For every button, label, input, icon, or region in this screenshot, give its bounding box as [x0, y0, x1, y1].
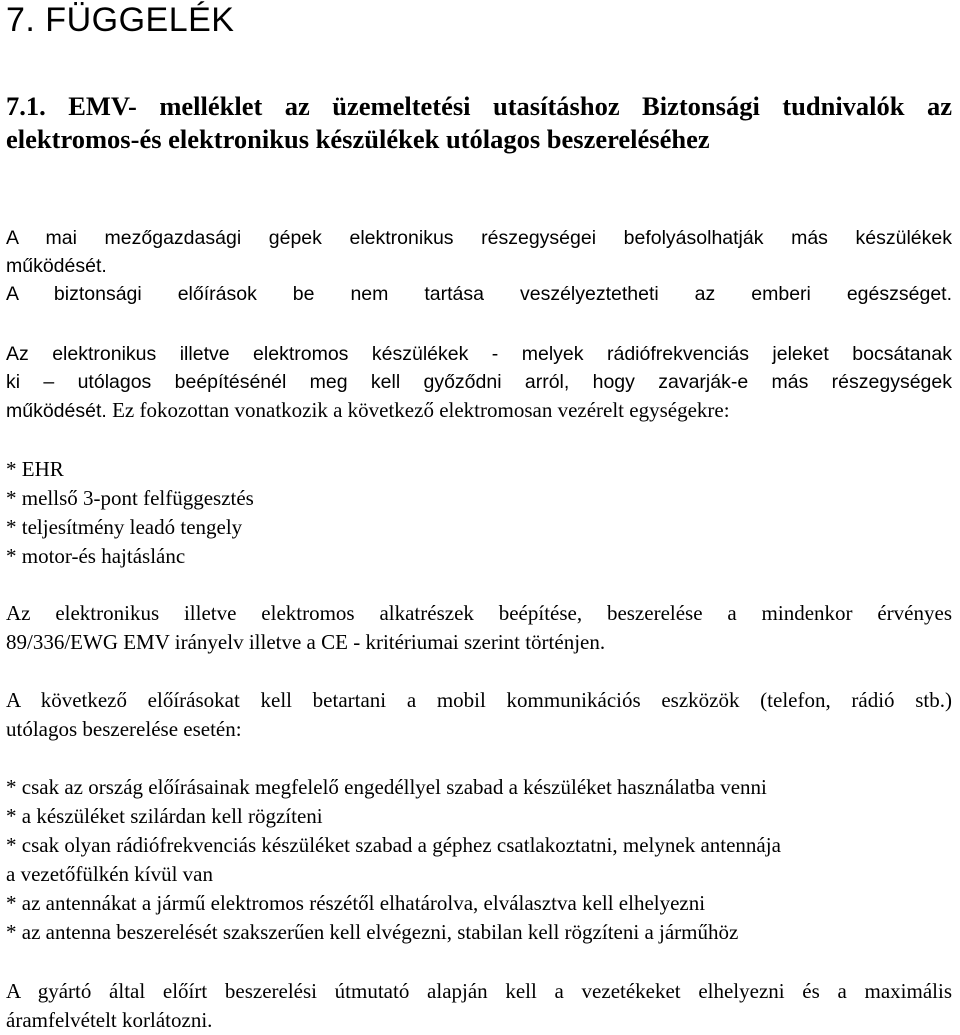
mobile-installation-rules-list	[6, 773, 952, 947]
para4-line-2: áramfelvételt korlátozni.	[6, 1008, 213, 1032]
para1-line-2: ki – utólagos beépítésénél meg kell győződni arról, hogy zavarják-e más részegységek	[6, 371, 952, 393]
list-item: * motor-és hajtáslánc	[6, 544, 186, 568]
section-heading: 7.1. EMV- melléklet az üzemeltetési utasításhoz Biztonsági tudnivalók az elektromos-és elektronikus készülékek utólagos beszereléséhez	[6, 91, 952, 154]
para2-line-2: 89/336/EWG EMV irányelv illetve a CE - kritériumai szerint történjen.	[6, 630, 606, 654]
para1-line-3	[6, 396, 952, 425]
intro-line-1: A mai mezőgazdasági gépek elektronikus részegységei befolyásolhatják más készülékek	[6, 227, 952, 249]
list-item: * mellső 3-pont felfüggesztés	[6, 486, 254, 510]
affected-units-list	[6, 455, 952, 571]
list-item: * az antenna beszerelését szakszerűen kell elvégezni, stabilan kell rögzíteni a járműhöz	[6, 920, 739, 944]
para1-line-3-end: Ez fokozottan vonatkozik a következő elektromosan vezérelt egységekre:	[106, 398, 730, 422]
para2-line-1: Az elektronikus illetve elektromos alkatrészek beépítése, beszerelése a mindenkor érvényes	[6, 601, 952, 625]
list-item: * EHR	[6, 457, 64, 481]
appendix-heading: 7. FÜGGELÉK	[6, 1, 235, 39]
paragraph-manufacturer-instructions	[6, 977, 952, 1035]
paragraph-installation-standard	[6, 599, 952, 657]
intro-line-3: A biztonsági előírások be nem tartása veszélyeztetheti az emberi egészséget.	[6, 283, 952, 305]
list-item: * a készüléket szilárdan kell rögzíteni	[6, 804, 323, 828]
para1-line-1: Az elektronikus illetve elektromos készülékek - melyek rádiófrekvenciás jeleket bocsátanak	[6, 343, 952, 365]
paragraph-mobile-devices	[6, 686, 952, 744]
para4-line-1: A gyártó által előírt beszerelési útmutató alapján kell a vezetékeket elhelyezni és a maximális	[6, 979, 952, 1003]
intro-line-2: működését.	[6, 255, 107, 277]
list-item: * teljesítmény leadó tengely	[6, 515, 243, 539]
list-item: * csak az ország előírásainak megfelelő engedéllyel szabad a készüléket használatba venni	[6, 775, 767, 799]
list-item: * csak olyan rádiófrekvenciás készüléket szabad a géphez csatlakoztatni, melynek antennája	[6, 833, 781, 857]
intro-paragraph	[6, 224, 952, 308]
para3-line-2: utólagos beszerelése esetén:	[6, 717, 242, 741]
para3-line-1: A következő előírásokat kell betartani a mobil kommunikációs eszközök (telefon, rádió stb.)	[6, 688, 952, 712]
paragraph-emission-devices	[6, 340, 952, 425]
list-item: a vezetőfülkén kívül van	[6, 862, 214, 886]
list-item: * az antennákat a jármű elektromos részétől elhatárolva, elválasztva kell elhelyezni	[6, 891, 706, 915]
para1-line-3-start: működését.	[6, 400, 107, 422]
